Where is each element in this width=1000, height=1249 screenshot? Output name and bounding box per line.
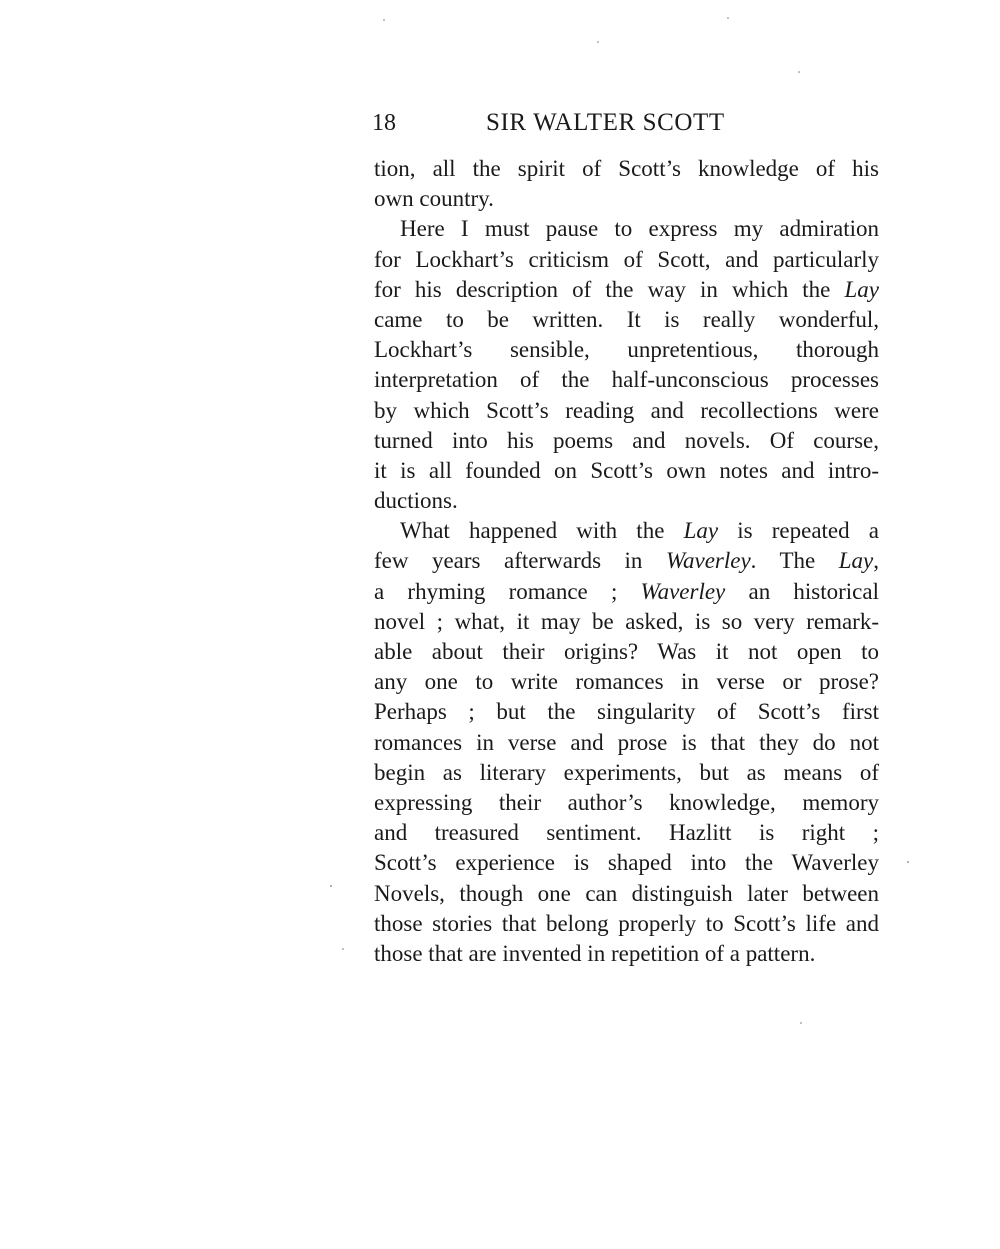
text-run: . The: [750, 548, 839, 574]
text-line: [374, 848, 879, 878]
text-run: by which Scott’s reading and recollections were: [374, 397, 879, 423]
text-run: few years afterwards in: [374, 548, 666, 574]
text-run: an historical: [725, 578, 879, 604]
text-run: own country.: [374, 186, 494, 212]
text-line: [374, 788, 879, 818]
scan-speck: [727, 17, 729, 19]
text-line: [374, 939, 879, 969]
text-run: turned into his poems and novels. Of course,: [374, 427, 879, 453]
italic-title: Waverley: [665, 548, 751, 574]
scan-speck: [330, 885, 332, 887]
text-line: [374, 426, 879, 456]
running-header: [372, 103, 878, 143]
scan-speck: [342, 948, 344, 950]
text-line: [374, 697, 879, 727]
text-run: Scott’s experience is shaped into the Waverley: [374, 850, 879, 876]
text-line: [374, 909, 879, 939]
text-line: [374, 667, 879, 697]
text-line: [374, 577, 879, 607]
text-line: [374, 456, 879, 486]
text-run: expressing their author’s knowledge, memory: [374, 789, 879, 815]
text-run: Perhaps ; but the singularity of Scott’s first: [374, 699, 879, 725]
text-line: [374, 486, 879, 516]
scan-speck: [597, 41, 599, 43]
text-run: any one to write romances in verse or prose?: [374, 669, 879, 695]
text-run: begin as literary experiments, but as means of: [374, 759, 879, 785]
text-run: a rhyming romance ;: [374, 578, 641, 604]
text-line: [374, 245, 879, 275]
text-run: tion, all the spirit of Scott’s knowledge of his: [374, 156, 879, 181]
text-line: [374, 728, 879, 758]
text-line: [374, 154, 879, 184]
text-line: [374, 818, 879, 848]
text-run: able about their origins? Was it not open to: [374, 639, 879, 664]
text-run: Here I must pause to express my admiration: [400, 216, 879, 242]
body-text: [374, 154, 879, 969]
text-run: it is all founded on Scott’s own notes and intro-: [374, 457, 879, 483]
scan-speck: [907, 861, 909, 863]
italic-title: Lay: [844, 276, 879, 302]
text-line: [374, 516, 879, 546]
text-run: for his description of the way in which the: [374, 276, 845, 302]
italic-title: Waverley: [640, 578, 726, 604]
text-line: [374, 396, 879, 426]
text-line: [374, 758, 879, 788]
scan-speck: [383, 19, 385, 21]
scan-speck: [800, 1022, 802, 1024]
text-line: [374, 184, 879, 214]
text-run: Lockhart’s sensible, unpretentious, thorough: [374, 337, 879, 363]
scan-speck: [798, 71, 800, 73]
text-line: [374, 305, 879, 335]
italic-title: Lay: [683, 518, 719, 544]
text-run: ,: [873, 548, 880, 574]
text-run: romances in verse and prose is that they do not: [374, 729, 879, 755]
text-line: [374, 637, 879, 667]
text-run: came to be written. It is really wonderful,: [374, 306, 879, 332]
text-line: [374, 607, 879, 637]
text-run: for Lockhart’s criticism of Scott, and particularly: [374, 246, 879, 272]
text-run: and treasured sentiment. Hazlitt is right ;: [374, 820, 879, 846]
text-run: those that are invented in repetition of a pattern.: [374, 940, 816, 966]
text-run: novel ; what, it may be asked, is so very remark-: [374, 608, 879, 634]
text-run: those stories that belong properly to Scott’s life and: [374, 910, 879, 936]
text-run: What happened with the: [400, 518, 684, 544]
text-line: [374, 546, 879, 576]
text-line: [374, 335, 879, 365]
text-line: [374, 275, 879, 305]
running-title: SIR WALTER SCOTT: [486, 109, 725, 136]
text-run: ductions.: [374, 488, 458, 514]
text-run: is repeated a: [718, 518, 879, 544]
italic-title: Lay: [838, 548, 874, 574]
text-line: [374, 879, 879, 909]
text-run: Novels, though one can distinguish later between: [374, 880, 879, 906]
text-line: [374, 214, 879, 244]
text-line: [374, 365, 879, 395]
text-run: interpretation of the half-unconscious processes: [374, 367, 879, 393]
page-number: 18: [372, 110, 396, 136]
